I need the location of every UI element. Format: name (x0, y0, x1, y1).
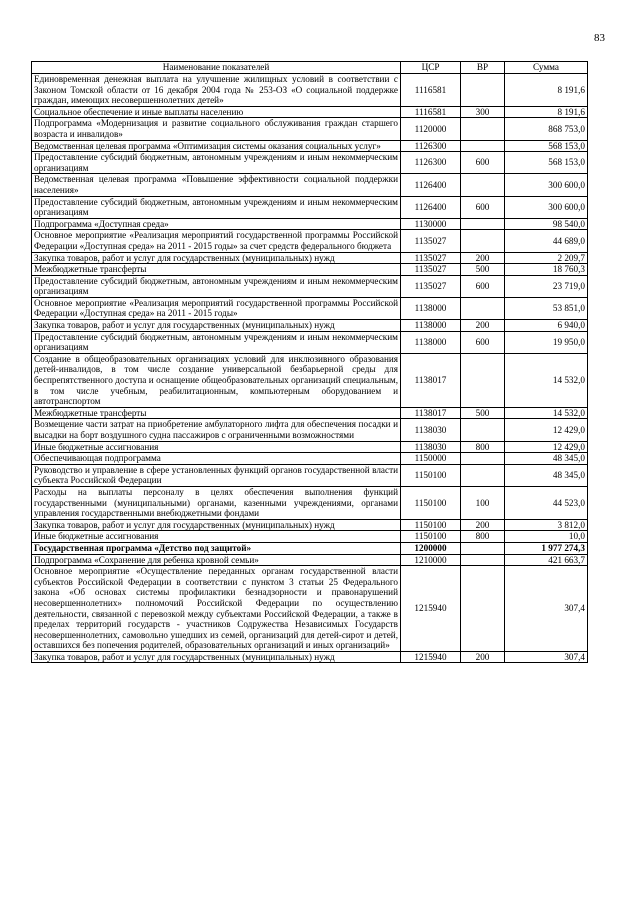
row-csr: 1150100 (401, 519, 461, 531)
table-row (32, 174, 588, 196)
table-row (32, 106, 588, 118)
page-number: 83 (594, 32, 605, 44)
table-row (32, 74, 588, 107)
row-csr: 1138030 (401, 419, 461, 441)
table-row (32, 519, 588, 531)
row-vr (461, 566, 505, 652)
row-name: Единовременная денежная выплата на улучшение жилищных условий в соответствии с Законом Томской области от 16 декабря 2004 года № 253-ОЗ «О социальной поддержке граждан, имеющих несовершеннолетних детей» (32, 74, 401, 107)
row-sum: 868 753,0 (505, 118, 588, 140)
table-row (32, 566, 588, 652)
row-name: Руководство и управление в сфере установленных функций органов государственной власти субъекта Российской Федерации (32, 464, 401, 486)
row-name: Закупка товаров, работ и услуг для государственных (муниципальных) нужд (32, 651, 401, 663)
table-row (32, 419, 588, 441)
row-name: Закупка товаров, работ и услуг для государственных (муниципальных) нужд (32, 519, 401, 531)
row-sum: 14 532,0 (505, 353, 588, 407)
column-header-csr: ЦСР (401, 62, 461, 74)
row-name: Предоставление субсидий бюджетным, автономным учреждениям и иным некоммерческим организациям (32, 331, 401, 353)
table-row (32, 531, 588, 543)
row-sum: 18 760,3 (505, 264, 588, 276)
row-vr (461, 230, 505, 252)
row-sum: 44 523,0 (505, 486, 588, 519)
table-row (32, 453, 588, 465)
row-sum: 307,4 (505, 566, 588, 652)
table-row (32, 118, 588, 140)
row-csr: 1135027 (401, 264, 461, 276)
row-sum: 2 209,7 (505, 252, 588, 264)
row-csr: 1135027 (401, 252, 461, 264)
row-sum: 1 977 274,3 (505, 542, 588, 554)
row-vr (461, 419, 505, 441)
row-sum: 300 600,0 (505, 196, 588, 218)
row-sum: 12 429,0 (505, 441, 588, 453)
row-vr (461, 353, 505, 407)
row-csr: 1126300 (401, 152, 461, 174)
row-name: Основное мероприятие «Реализация мероприятий государственной программы Российской Федерации «Доступная среда» на 2011 - 2015 годы» (32, 297, 401, 319)
row-vr: 500 (461, 264, 505, 276)
row-vr: 200 (461, 519, 505, 531)
row-csr: 1150100 (401, 486, 461, 519)
row-name: Межбюджетные трансферты (32, 407, 401, 419)
table-row (32, 331, 588, 353)
row-name: Межбюджетные трансферты (32, 264, 401, 276)
table-row (32, 252, 588, 264)
row-name: Основное мероприятие «Реализация мероприятий государственной программы Российской Федерации «Доступная среда» на 2011 - 2015 годы» за счет средств федерального бюджета (32, 230, 401, 252)
table-row (32, 651, 588, 663)
row-vr: 500 (461, 407, 505, 419)
table-row (32, 554, 588, 566)
row-csr: 1138000 (401, 320, 461, 332)
column-header-vr: ВР (461, 62, 505, 74)
table-row (32, 152, 588, 174)
row-vr: 600 (461, 275, 505, 297)
row-csr: 1150100 (401, 531, 461, 543)
row-sum: 14 532,0 (505, 407, 588, 419)
row-vr (461, 74, 505, 107)
row-csr: 1138000 (401, 297, 461, 319)
row-name: Подпрограмма «Доступная среда» (32, 218, 401, 230)
row-name: Государственная программа «Детство под защитой» (32, 542, 401, 554)
table-row (32, 230, 588, 252)
row-csr: 1138017 (401, 353, 461, 407)
row-sum: 23 719,0 (505, 275, 588, 297)
row-csr: 1120000 (401, 118, 461, 140)
row-name: Возмещение части затрат на приобретение амбулаторного лифта для обеспечения посадки и высадки на борт воздушного судна пассажиров с ограниченными возможностями (32, 419, 401, 441)
row-name: Закупка товаров, работ и услуг для государственных (муниципальных) нужд (32, 252, 401, 264)
table-row (32, 353, 588, 407)
row-sum: 307,4 (505, 651, 588, 663)
row-csr: 1130000 (401, 218, 461, 230)
row-sum: 8 191,6 (505, 74, 588, 107)
row-vr: 300 (461, 106, 505, 118)
row-sum: 53 851,0 (505, 297, 588, 319)
row-sum: 8 191,6 (505, 106, 588, 118)
row-vr (461, 140, 505, 152)
table-row (32, 275, 588, 297)
row-vr: 200 (461, 651, 505, 663)
row-csr: 1138000 (401, 331, 461, 353)
table-row (32, 218, 588, 230)
row-vr (461, 542, 505, 554)
table-row (32, 542, 588, 554)
row-name: Ведомственная целевая программа «Повышение эффективности социальной поддержки населения» (32, 174, 401, 196)
row-vr (461, 218, 505, 230)
table-row (32, 441, 588, 453)
row-vr: 600 (461, 152, 505, 174)
row-name: Социальное обеспечение и иные выплаты населению (32, 106, 401, 118)
row-sum: 48 345,0 (505, 464, 588, 486)
row-csr: 1150100 (401, 464, 461, 486)
table-body (32, 74, 588, 663)
row-name: Предоставление субсидий бюджетным, автономным учреждениям и иным некоммерческим организациям (32, 152, 401, 174)
row-name: Создание в общеобразовательных организациях условий для инклюзивного образования детей-инвалидов, в том числе создание универсальной безбарьерной среды для беспрепятственного доступа и оснащение общеобразовательных организаций специальным, в том числе учебным, реабилитационным, компьютерным оборудованием и автотранспортом (32, 353, 401, 407)
table-row (32, 196, 588, 218)
table-header-row (32, 62, 588, 74)
column-header-name: Наименование показателей (32, 62, 401, 74)
row-sum: 48 345,0 (505, 453, 588, 465)
row-name: Иные бюджетные ассигнования (32, 441, 401, 453)
row-csr: 1210000 (401, 554, 461, 566)
row-csr: 1135027 (401, 230, 461, 252)
row-vr: 600 (461, 331, 505, 353)
row-sum: 421 663,7 (505, 554, 588, 566)
row-vr (461, 297, 505, 319)
row-csr: 1138017 (401, 407, 461, 419)
row-sum: 19 950,0 (505, 331, 588, 353)
row-vr (461, 554, 505, 566)
row-csr: 1215940 (401, 566, 461, 652)
row-vr: 200 (461, 252, 505, 264)
row-name: Подпрограмма «Модернизация и развитие социального обслуживания граждан старшего возраста и инвалидов» (32, 118, 401, 140)
row-csr: 1116581 (401, 74, 461, 107)
row-name: Основное мероприятие «Осуществление переданных органам государственной власти субъектов Российской Федерации в соответствии с пунктом 3 статьи 25 Федерального закона «Об основах системы профилактики безнадзорности и правонарушений несовершеннолетних» полномочий Российской Федерации по осуществлению деятельности, связанной с перевозкой между субъектами Российской Федерации, а также в пределах территорий государств - участников Содружества Независимых Государств несовершеннолетних, самовольно ушедших из семей, организаций для детей-сирот и детей, оставшихся без попечения родителей, образовательных организаций и иных организаций» (32, 566, 401, 652)
row-sum: 568 153,0 (505, 140, 588, 152)
row-csr: 1200000 (401, 542, 461, 554)
row-vr: 800 (461, 531, 505, 543)
row-vr (461, 464, 505, 486)
table-row (32, 264, 588, 276)
row-sum: 300 600,0 (505, 174, 588, 196)
row-name: Закупка товаров, работ и услуг для государственных (муниципальных) нужд (32, 320, 401, 332)
row-name: Расходы на выплаты персоналу в целях обеспечения выполнения функций государственными (муниципальными) органами, казенными учреждениями, органами управления государственными внебюджетными фондами (32, 486, 401, 519)
table-row (32, 320, 588, 332)
row-name: Обеспечивающая подпрограмма (32, 453, 401, 465)
row-csr: 1138030 (401, 441, 461, 453)
row-csr: 1215940 (401, 651, 461, 663)
row-sum: 568 153,0 (505, 152, 588, 174)
row-sum: 44 689,0 (505, 230, 588, 252)
row-vr: 600 (461, 196, 505, 218)
table-row (32, 140, 588, 152)
budget-table (31, 61, 588, 663)
row-csr: 1135027 (401, 275, 461, 297)
row-vr: 200 (461, 320, 505, 332)
row-vr (461, 174, 505, 196)
row-csr: 1126400 (401, 196, 461, 218)
table-row (32, 407, 588, 419)
row-vr (461, 453, 505, 465)
row-name: Подпрограмма «Сохранение для ребенка кровной семьи» (32, 554, 401, 566)
table-row (32, 297, 588, 319)
row-vr: 800 (461, 441, 505, 453)
row-vr (461, 118, 505, 140)
row-csr: 1126400 (401, 174, 461, 196)
row-name: Иные бюджетные ассигнования (32, 531, 401, 543)
row-name: Предоставление субсидий бюджетным, автономным учреждениям и иным некоммерческим организациям (32, 275, 401, 297)
table-row (32, 464, 588, 486)
row-csr: 1126300 (401, 140, 461, 152)
row-csr: 1150000 (401, 453, 461, 465)
row-sum: 98 540,0 (505, 218, 588, 230)
row-sum: 12 429,0 (505, 419, 588, 441)
column-header-sum: Сумма (505, 62, 588, 74)
row-name: Предоставление субсидий бюджетным, автономным учреждениям и иным некоммерческим организациям (32, 196, 401, 218)
row-sum: 6 940,0 (505, 320, 588, 332)
table-row (32, 486, 588, 519)
row-sum: 10,0 (505, 531, 588, 543)
row-vr: 100 (461, 486, 505, 519)
row-name: Ведомственная целевая программа «Оптимизация системы оказания социальных услуг» (32, 140, 401, 152)
row-csr: 1116581 (401, 106, 461, 118)
row-sum: 3 812,0 (505, 519, 588, 531)
